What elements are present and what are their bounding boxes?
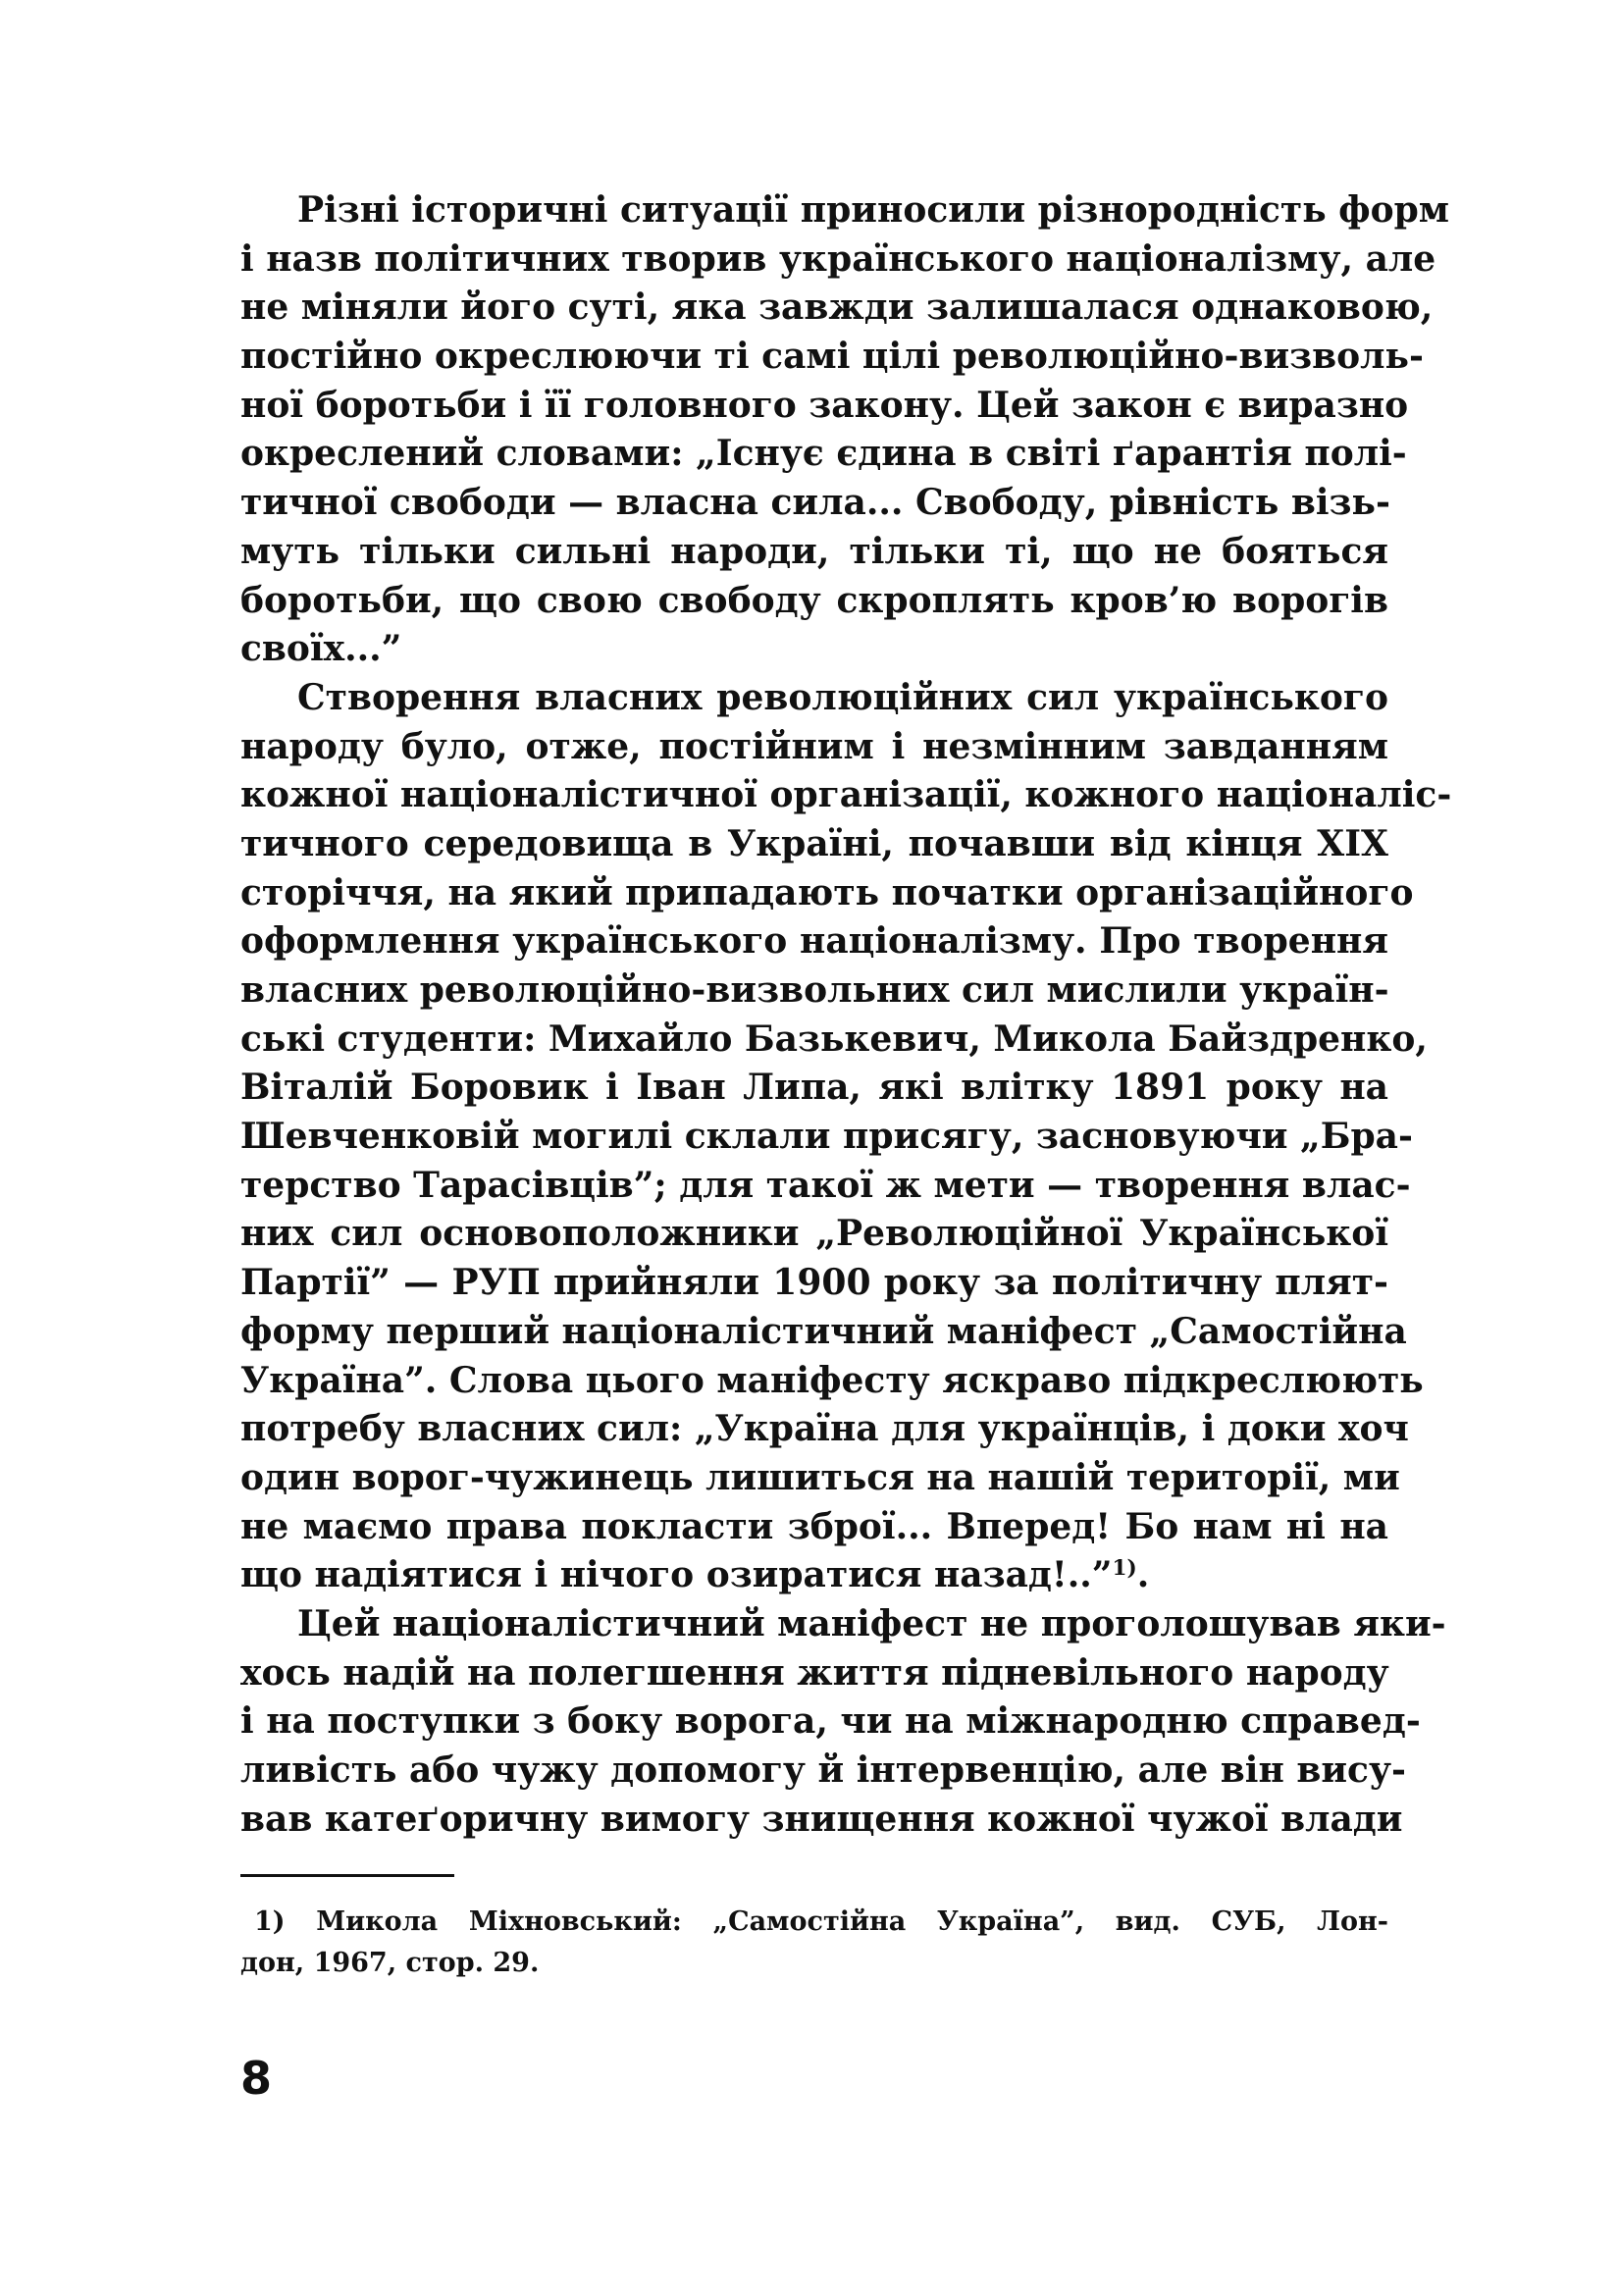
text-line: постійно окреслюючи ті самі цілі революційно-визволь-	[240, 336, 1424, 378]
text-line: вав катеґоричну вимогу знищення кожної чужої влади	[240, 1798, 1403, 1840]
text-line: терство Тарасівців”; для такої ж мети — творення влас-	[240, 1164, 1411, 1206]
text-line: сторіччя, на який припадають початки організаційного	[240, 871, 1414, 913]
text-line: них сил основоположники „Революційної Української	[240, 1213, 1388, 1255]
text-line: тичного середовища в Україні, почавши від кінця XIX	[240, 822, 1388, 864]
text-line: тичної свободи — власна сила... Свободу, рівність візь-	[240, 482, 1390, 524]
text-line: власних революційно-визвольних сил мислили україн-	[240, 969, 1389, 1011]
text-line: своїх...”	[240, 628, 402, 670]
text-line: і на поступки з боку ворога, чи на міжнародню справед-	[240, 1700, 1421, 1743]
page-number: 8	[240, 2052, 273, 2105]
text-line: один ворог-чужинець лишиться на нашій території, ми	[240, 1456, 1400, 1498]
text-line: і назв політичних творив українського націоналізму, але	[240, 237, 1436, 280]
paragraph-1	[240, 186, 1450, 674]
text-line: оформлення українського націоналізму. Про творення	[240, 920, 1388, 963]
footnote	[240, 1902, 1388, 1984]
text-line: Шевченковій могилі склали присягу, засновуючи „Бра-	[240, 1116, 1413, 1158]
paragraph-3	[240, 1600, 1446, 1844]
footnote-line: 1) Микола Міхновський: „Самостійна Україна”, вид. СУБ, Лон-	[254, 1906, 1388, 1937]
text-line: не маємо права покласти зброї... Вперед! Бо нам ні на	[240, 1505, 1388, 1547]
text-line: що надіятися і нічого озиратися назад!..”$^{1)}$.	[240, 1554, 1150, 1596]
footnote-divider	[240, 1874, 454, 1877]
text-line: ські студенти: Михайло Базькевич, Микола Байздренко,	[240, 1018, 1428, 1060]
text-line: Створення власних революційних сил українського	[297, 676, 1388, 718]
text-line: потребу власних сил: „Україна для українців, і доки хоч	[240, 1408, 1409, 1450]
text-line: кожної націоналістичної організації, кожного націоналіс-	[240, 774, 1452, 816]
text-line: ливість або чужу допомогу й інтервенцію, але він вису-	[240, 1749, 1406, 1791]
text-line: Цей націоналістичний маніфест не проголошував яки-	[297, 1602, 1446, 1644]
text-line: боротьби, що свою свободу скроплять кров’ю ворогів	[240, 579, 1388, 621]
text-line: ної боротьби і її головного закону. Цей закон є виразно	[240, 384, 1409, 426]
text-line: Партії” — РУП прийняли 1900 року за політичну плят-	[240, 1262, 1388, 1304]
paragraph-2	[240, 674, 1452, 1600]
text-line-content: що надіятися і нічого озиратися назад!..”	[240, 1554, 1113, 1596]
text-line: окреслений словами: „Існує єдина в світі ґарантія полі-	[240, 433, 1407, 475]
text-line: форму перший націоналістичний маніфест „Самостійна	[240, 1310, 1407, 1352]
text-line: хось надій на полегшення життя підневільного народу	[240, 1651, 1389, 1694]
footnote-line: дон, 1967, стор. 29.	[240, 1948, 540, 1978]
text-line: Віталій Боровик і Іван Липа, які влітку 1891 року на	[240, 1067, 1388, 1109]
text-line: муть тільки сильні народи, тільки ті, що не бояться	[240, 530, 1388, 572]
text-line: Україна”. Слова цього маніфесту яскраво підкреслюють	[240, 1359, 1424, 1401]
text-line: народу було, отже, постійним і незмінним завданням	[240, 725, 1388, 767]
main-text	[240, 186, 1452, 1844]
text-line: Різні історичні ситуації приносили різнородність форм	[297, 189, 1450, 231]
text-line: не міняли його суті, яка завжди залишалася однаковою,	[240, 287, 1434, 329]
footnote-marker: 1)	[1112, 1556, 1137, 1582]
